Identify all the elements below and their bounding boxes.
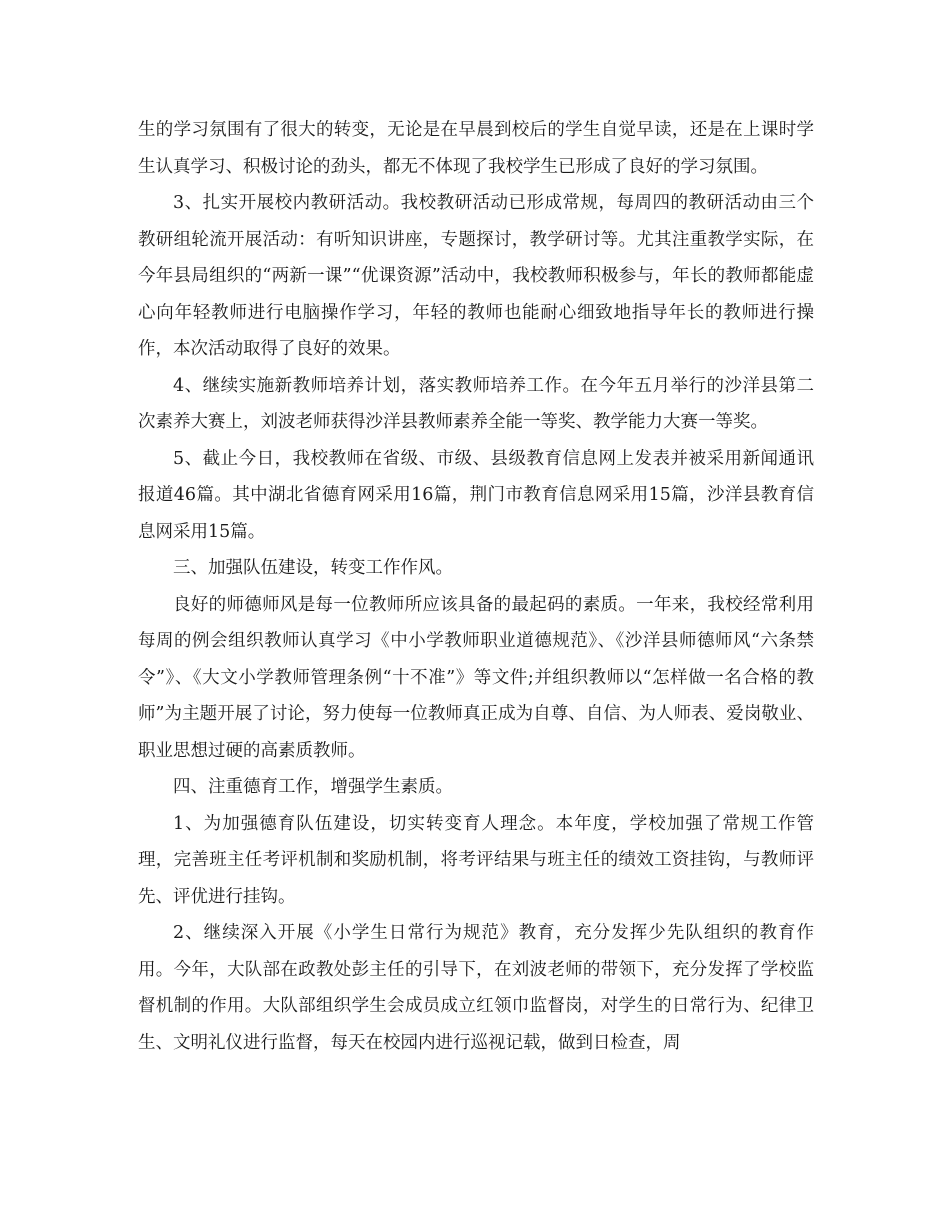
paragraph-moral-team: 1、为加强德育队伍建设，切实转变育人理念。本年度，学校加强了常规工作管理，完善班主任考评机制和奖励机制，将考评结果与班主任的绩效工资挂钩，与教师评先、评优进行挂钩。 [138, 813, 814, 907]
document-body [138, 112, 814, 1061]
paragraph-new-teacher-training: 4、继续实施新教师培养计划，落实教师培养工作。在今年五月举行的沙洋县第二次素养大赛上，刘波老师获得沙洋县教师素养全能一等奖、教学能力大赛一等奖。 [138, 375, 814, 432]
paragraph-news-reports: 5、截止今日，我校教师在省级、市级、县级教育信息网上发表并被采用新闻通讯报道46篇。其中湖北省德育网采用16篇，荆门市教育信息网采用15篇，沙洋县教育信息网采用15篇。 [138, 448, 814, 542]
paragraph-teaching-research: 3、扎实开展校内教研活动。我校教研活动已形成常规，每周四的教研活动由三个教研组轮流开展活动：有听知识讲座，专题探讨，教学研讨等。尤其注重教学实际，在今年县局组织的“两新一课”“优课资源”活动中，我校教师积极参与，年长的教师都能虚心向年轻教师进行电脑操作学习，年轻的教师也能耐心细致地指导年长的教师进行操作，本次活动取得了良好的效果。 [138, 193, 814, 359]
paragraph-teacher-ethics: 良好的师德师风是每一位教师所应该具备的最起码的素质。一年来，我校经常利用每周的例会组织教师认真学习《中小学教师职业道德规范》、《沙洋县师德师风“六条禁令”》、《大文小学教师管理条例“十不准”》等文件;并组织教师以“怎样做一名合格的教师”为主题开展了讨论，努力使每一位教师真正成为自尊、自信、为人师表、爱岗敬业、职业思想过硬的高素质教师。 [138, 594, 814, 761]
section-heading-moral-education: 四、注重德育工作，增强学生素质。 [173, 777, 453, 797]
section-heading-team-building: 三、加强队伍建设，转变工作作风。 [173, 558, 453, 578]
paragraph-behavior-norms: 2、继续深入开展《小学生日常行为规范》教育，充分发挥少先队组织的教育作用。今年，大队部在政教处彭主任的引导下，在刘波老师的带领下，充分发挥了学校监督机制的作用。大队部组织学生会成员成立红领巾监督岗，对学生的日常行为、纪律卫生、文明礼仪进行监督，每天在校园内进行巡视记载，做到日检查，周 [138, 923, 814, 1053]
paragraph-continued: 生的学习氛围有了很大的转变，无论是在早晨到校后的学生自觉早读，还是在上课时学生认真学习、积极讨论的劲头，都无不体现了我校学生已形成了良好的学习氛围。 [138, 120, 814, 177]
